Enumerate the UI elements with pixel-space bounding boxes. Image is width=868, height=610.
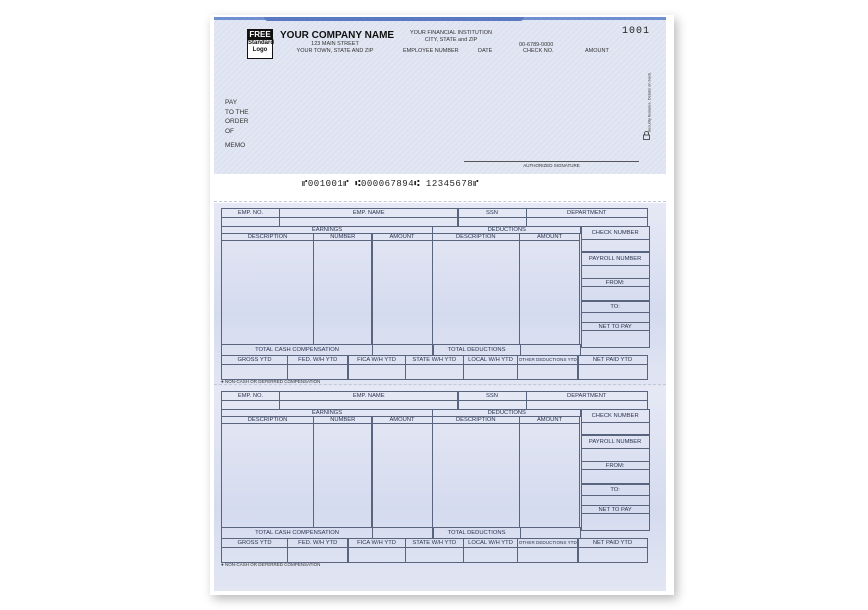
department-header: DEPARTMENT [526, 391, 648, 401]
check-section [214, 17, 666, 174]
check-top-bar [264, 17, 524, 21]
deductions-description-header: DESCRIPTION [432, 416, 520, 424]
earnings-amount-column[interactable] [372, 240, 433, 345]
to-the-text: TO THE [225, 108, 249, 116]
deductions-title: DEDUCTIONS [432, 409, 581, 417]
net-paid-ytd-field[interactable] [578, 547, 648, 563]
other-deductions-ytd-header: OTHER DEDUCTIONS YTD [517, 538, 578, 548]
perforation-line [214, 201, 666, 202]
deductions-amount-header: AMOUNT [519, 416, 580, 424]
earnings-number-header: NUMBER [313, 233, 372, 241]
check-number-field[interactable] [581, 422, 650, 435]
emp-name-header: EMP. NAME [279, 208, 458, 218]
company-city: YOUR TOWN, STATE AND ZIP [296, 48, 374, 54]
order-text: ORDER [225, 118, 249, 125]
company-street: 123 MAIN STREET [311, 41, 359, 47]
payroll-number-field[interactable] [581, 265, 650, 279]
fica-wh-ytd-header: FICA W/H YTD [348, 355, 406, 365]
state-wh-ytd-header: STATE W/H YTD [405, 538, 464, 548]
fica-wh-ytd-header: FICA W/H YTD [348, 538, 406, 548]
net-to-pay-field[interactable] [581, 330, 650, 348]
earnings-amount-header: AMOUNT [372, 416, 433, 424]
total-cash-compensation-label: TOTAL CASH COMPENSATION [221, 527, 373, 539]
payroll-number-field[interactable] [581, 448, 650, 462]
employee-number-label: EMPLOYEE NUMBER [403, 48, 459, 54]
ssn-header: SSN [458, 391, 527, 401]
department-header: DEPARTMENT [526, 208, 648, 218]
stub-grid [221, 208, 649, 379]
net-to-pay-label: NET TO PAY [581, 505, 650, 514]
logo-logo-text: Logo [252, 47, 268, 53]
stub-grid [221, 391, 649, 562]
pay-to-order-label [225, 98, 249, 136]
pay-stub-1 [214, 203, 666, 389]
earnings-description-header: DESCRIPTION [221, 233, 314, 241]
emp-name-header: EMP. NAME [279, 391, 458, 401]
from-label: FROM: [581, 278, 650, 287]
earnings-amount-column[interactable] [372, 423, 433, 528]
earnings-description-column[interactable] [221, 240, 314, 345]
pay-stub-2 [214, 386, 666, 591]
earnings-description-column[interactable] [221, 423, 314, 528]
local-wh-ytd-field[interactable] [463, 547, 518, 563]
net-to-pay-label: NET TO PAY [581, 322, 650, 331]
authorized-signature-label: AUTHORIZED SIGNATURE [523, 163, 580, 168]
footnote: ● NON-CASH OR DEFERRED COMPENSATION [221, 562, 321, 567]
gross-ytd-header: GROSS YTD [221, 355, 288, 365]
check-number: 1001 [622, 26, 651, 37]
bank-block [406, 30, 496, 44]
check-number-label: CHECK NUMBER [581, 409, 650, 423]
signature-line [464, 161, 639, 162]
state-wh-ytd-field[interactable] [405, 547, 464, 563]
company-block [280, 30, 395, 55]
payroll-number-label: PAYROLL NUMBER [581, 435, 650, 449]
deductions-description-column[interactable] [432, 240, 520, 345]
local-wh-ytd-header: LOCAL W/H YTD [463, 355, 518, 365]
check-number-field[interactable] [581, 239, 650, 252]
total-cash-compensation-label: TOTAL CASH COMPENSATION [221, 344, 373, 356]
payroll-check-form [210, 15, 674, 595]
from-field[interactable] [581, 286, 650, 301]
earnings-number-column[interactable] [313, 240, 372, 345]
total-deductions-field[interactable] [520, 344, 581, 356]
perforation-line [214, 384, 666, 385]
gross-ytd-header: GROSS YTD [221, 538, 288, 548]
net-paid-ytd-field[interactable] [578, 364, 648, 380]
emp-no-header: EMP. NO. [221, 208, 280, 218]
deductions-amount-column[interactable] [519, 423, 580, 528]
earnings-title: EARNINGS [221, 226, 433, 234]
net-to-pay-field[interactable] [581, 513, 650, 531]
fed-wh-ytd-field[interactable] [287, 547, 348, 563]
emp-no-header: EMP. NO. [221, 391, 280, 401]
to-label: TO: [581, 484, 650, 496]
total-deductions-label: TOTAL DEDUCTIONS [433, 344, 521, 356]
total-cash-compensation-field[interactable] [372, 527, 433, 539]
lock-icon [643, 131, 650, 140]
deductions-amount-column[interactable] [519, 240, 580, 345]
earnings-description-header: DESCRIPTION [221, 416, 314, 424]
bank-name: YOUR FINANCIAL INSTITUTION [410, 30, 492, 36]
local-wh-ytd-header: LOCAL W/H YTD [463, 538, 518, 548]
logo-free-text: FREE [249, 30, 271, 39]
state-wh-ytd-header: STATE W/H YTD [405, 355, 464, 365]
check-no-label: CHECK NO. [523, 48, 554, 54]
payroll-number-label: PAYROLL NUMBER [581, 252, 650, 266]
fica-wh-ytd-field[interactable] [348, 547, 406, 563]
security-note [642, 65, 652, 135]
net-paid-ytd-header: NET PAID YTD [578, 355, 648, 365]
routing-fraction: 00-6789-0000 [519, 42, 554, 48]
earnings-number-header: NUMBER [313, 416, 372, 424]
gross-ytd-field[interactable] [221, 547, 288, 563]
deductions-amount-header: AMOUNT [519, 233, 580, 241]
from-label: FROM: [581, 461, 650, 470]
footnote: ● NON-CASH OR DEFERRED COMPENSATION [221, 379, 321, 384]
other-deductions-ytd-field[interactable] [517, 364, 578, 380]
of-text: OF [225, 127, 235, 135]
logo [247, 29, 273, 59]
earnings-title: EARNINGS [221, 409, 433, 417]
to-label: TO: [581, 301, 650, 313]
total-deductions-label: TOTAL DEDUCTIONS [433, 527, 521, 539]
bank-city: CITY, STATE and ZIP [424, 37, 478, 43]
earnings-number-column[interactable] [313, 423, 372, 528]
memo-label: MEMO [225, 142, 246, 149]
deductions-description-header: DESCRIPTION [432, 233, 520, 241]
company-name: YOUR COMPANY NAME [280, 30, 395, 41]
micr-line: ⑈001001⑈ ⑆000067894⑆ 12345678⑈ [302, 179, 480, 189]
fica-wh-ytd-field[interactable] [348, 364, 406, 380]
total-cash-compensation-field[interactable] [372, 344, 433, 356]
deductions-title: DEDUCTIONS [432, 226, 581, 234]
deductions-description-column[interactable] [432, 423, 520, 528]
fed-wh-ytd-header: FED. W/H YTD [287, 355, 348, 365]
other-deductions-ytd-header: OTHER DEDUCTIONS YTD [517, 355, 578, 365]
pay-text: PAY [225, 99, 238, 106]
earnings-amount-header: AMOUNT [372, 233, 433, 241]
amount-label: AMOUNT [585, 48, 609, 54]
fed-wh-ytd-field[interactable] [287, 364, 348, 380]
fed-wh-ytd-header: FED. W/H YTD [287, 538, 348, 548]
from-field[interactable] [581, 469, 650, 484]
logo-standard-text: Standard [248, 40, 275, 46]
gross-ytd-field[interactable] [221, 364, 288, 380]
security-text: Security features. Details on back. [646, 71, 652, 133]
net-paid-ytd-header: NET PAID YTD [578, 538, 648, 548]
ssn-header: SSN [458, 208, 527, 218]
total-deductions-field[interactable] [520, 527, 581, 539]
check-number-label: CHECK NUMBER [581, 226, 650, 240]
date-label: DATE [478, 48, 493, 54]
state-wh-ytd-field[interactable] [405, 364, 464, 380]
other-deductions-ytd-field[interactable] [517, 547, 578, 563]
local-wh-ytd-field[interactable] [463, 364, 518, 380]
